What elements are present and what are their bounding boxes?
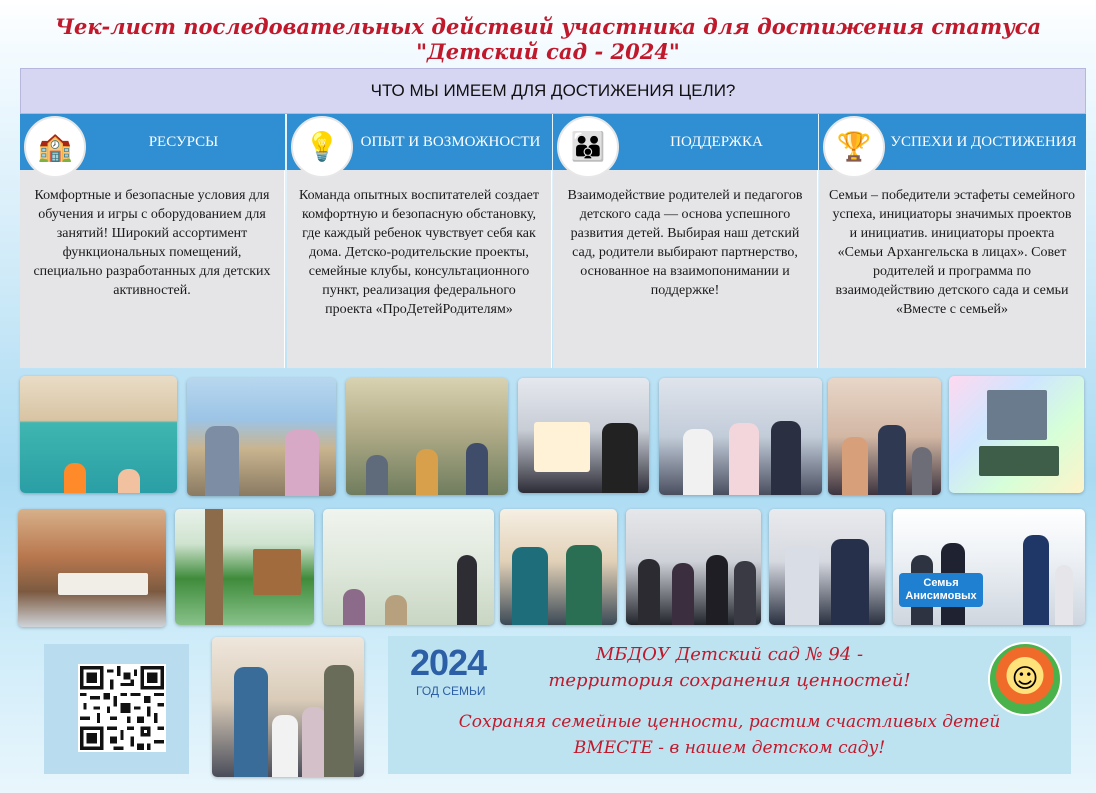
photo-anisimov-family bbox=[893, 509, 1085, 625]
goals-panel bbox=[20, 68, 1086, 368]
photo-parent-workshop bbox=[323, 509, 494, 625]
panel-heading: ЧТО МЫ ИМЕЕМ ДЛЯ ДОСТИЖЕНИЯ ЦЕЛИ? bbox=[20, 68, 1086, 114]
logo-year: 2024 bbox=[410, 642, 487, 683]
photo-two-teachers bbox=[500, 509, 617, 625]
photo-mother-child bbox=[518, 378, 649, 493]
photo-winter-garden bbox=[175, 509, 314, 625]
column-label: УСПЕХИ И ДОСТИЖЕНИЯ bbox=[890, 133, 1077, 150]
column-text: Взаимодействие родителей и педагогов детского сада — основа успешного развития детей. Выбирая наш детский сад, родители выбирают партнерство, основанное на взаимопонимании и поддержке! bbox=[553, 170, 818, 368]
column-text: Команда опытных воспитателей создает комфортную и безопасную обстановку, где каждый ребенок чувствует себя как дома. Детско-родительские проекты, семейные клубы, консультационного пункт, реализация федерального проекта «ПроДетейРодителям» bbox=[287, 170, 552, 368]
column-header bbox=[819, 114, 1086, 170]
qr-code[interactable] bbox=[78, 664, 166, 752]
kindergarten-banner bbox=[388, 636, 1071, 774]
mascot-icon: ☺ bbox=[988, 642, 1062, 716]
page-title: Чек-лист последовательных действий участника для достижения статуса "Детский сад - 2024" bbox=[54, 14, 1042, 64]
column-text: Семьи – победители эстафеты семейного успеха, инициаторы значимых проектов и инициатив. инициаторы проекта «Семьи Архангельска в лицах». Совет родителей и программа по взаимодействию детского сада и семьи «Вместе с семьей» bbox=[819, 170, 1086, 368]
column-header bbox=[287, 114, 552, 170]
photo-family-portrait bbox=[212, 637, 364, 777]
column-label: РЕСУРСЫ bbox=[148, 133, 219, 150]
column-support bbox=[553, 114, 818, 368]
column-header bbox=[20, 114, 285, 170]
lightbulb-icon: 💡 bbox=[291, 116, 353, 178]
column-experience bbox=[287, 114, 552, 368]
photo-award-man-woman bbox=[769, 509, 885, 625]
photo-certificates-group bbox=[626, 509, 761, 625]
family-sign-text: Семья Анисимовых bbox=[905, 577, 977, 602]
column-resources bbox=[20, 114, 285, 368]
photo-sand-play bbox=[187, 378, 336, 496]
family-sign bbox=[899, 573, 983, 607]
people-circle-icon: 👪 bbox=[557, 116, 619, 178]
photo-family bbox=[828, 378, 941, 495]
trophy-icon: 🏆 bbox=[823, 116, 885, 178]
banner-line-4: ВМЕСТЕ - в нашем детском саду! bbox=[573, 738, 886, 758]
photo-award-ceremony bbox=[659, 378, 822, 495]
photo-folk-room bbox=[18, 509, 166, 627]
photo-classroom bbox=[346, 378, 508, 495]
banner-line-1: МБДОУ Детский сад № 94 - bbox=[595, 644, 864, 665]
column-achievements bbox=[819, 114, 1086, 368]
logo-caption: ГОД СЕМЬИ bbox=[416, 684, 486, 698]
photo-family-poster bbox=[949, 376, 1084, 493]
column-label: ОПЫТ И ВОЗМОЖНОСТИ bbox=[360, 133, 541, 150]
qr-code-panel bbox=[44, 644, 189, 774]
column-label: ПОДДЕРЖКА bbox=[670, 133, 763, 150]
banner-line-2: территория сохранения ценностей! bbox=[548, 670, 911, 691]
column-text: Комфортные и безопасные условия для обучения и игры с оборудованием для занятий! Широкий ассортимент функциональных помещений, специально разработанных для детских активностей. bbox=[20, 170, 285, 368]
column-header bbox=[553, 114, 818, 170]
banner-line-3: Сохраняя семейные ценности, растим счастливых детей bbox=[458, 712, 1001, 732]
kindergarten-building-icon: 🏫 bbox=[24, 116, 86, 178]
photo-pool bbox=[20, 376, 177, 493]
